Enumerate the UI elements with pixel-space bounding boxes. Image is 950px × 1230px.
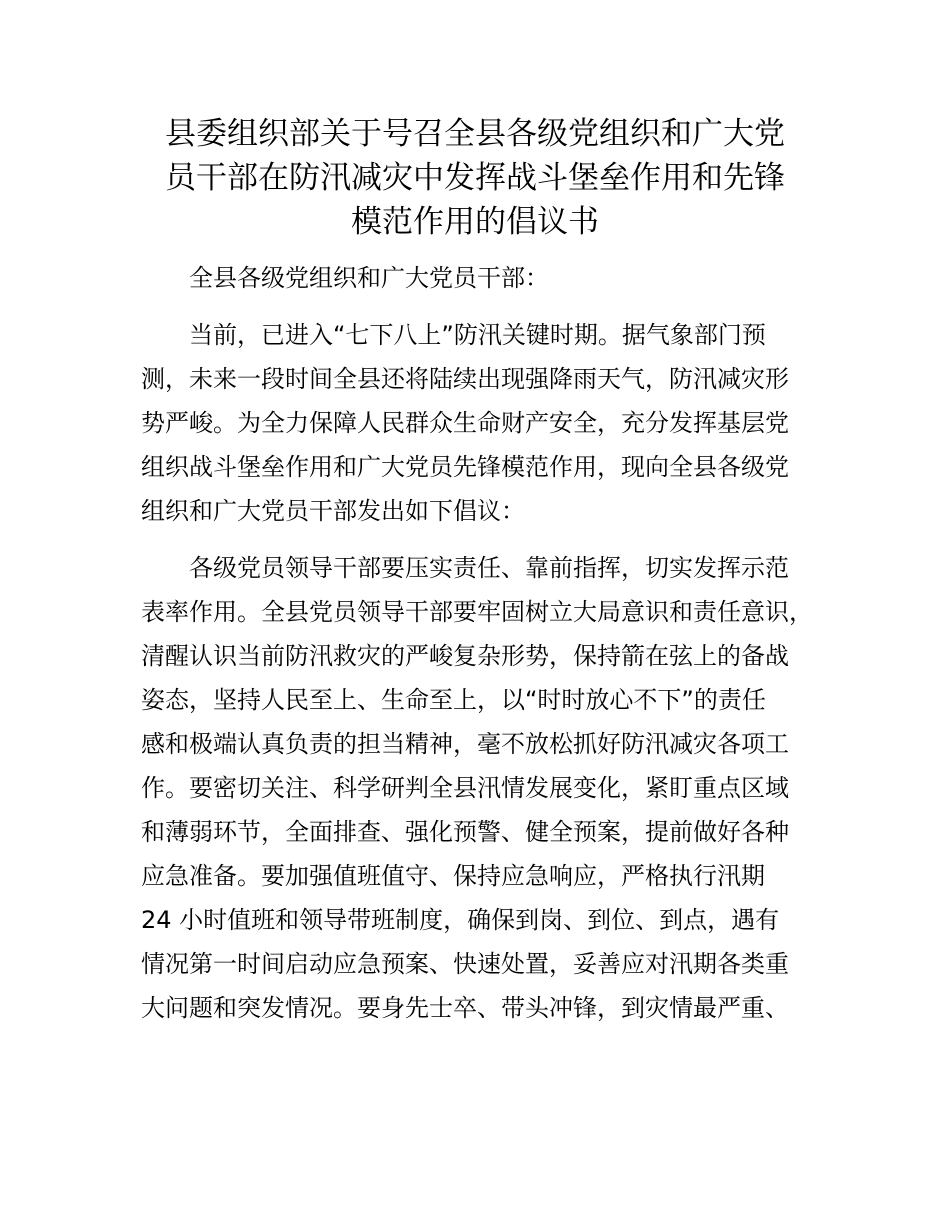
salutation-text: 全县各级党组织和广大党员干部： (189, 264, 549, 292)
paragraph-line: 姿态，坚持人民至上、生命至上，以“时时放心不下”的责任 (141, 686, 766, 714)
paragraph-line: 组织和广大党员干部发出如下倡议： (141, 497, 525, 525)
paragraph-2 (141, 546, 841, 1030)
paragraph-line: 大问题和突发情况。要身先士卒、带头冲锋，到灾情最严重、 (141, 994, 789, 1022)
title-line: 模范作用的倡议书 (351, 204, 599, 240)
paragraph-line: 测，未来一段时间全县还将陆续出现强降雨天气，防汛减灾形 (141, 365, 789, 393)
document-body (141, 256, 841, 1030)
paragraph-line: 清醒认识当前防汛救灾的严峻复杂形势，保持箭在弦上的备战 (141, 642, 789, 670)
paragraph-line: 当前，已进入“七下八上”防汛关键时期。据气象部门预 (189, 321, 766, 349)
title-line: 县委组织部关于号召全县各级党组织和广大党 (165, 116, 785, 152)
salutation (141, 256, 841, 300)
paragraph-line: 24 小时值班和领导带班制度，确保到岗、到位、到点，遇有 (141, 906, 780, 934)
document-title (130, 112, 820, 244)
paragraph-line: 应急准备。要加强值班值守、保持应急响应，严格执行汛期 (141, 862, 765, 890)
paragraph-1 (141, 313, 841, 533)
paragraph-line: 感和极端认真负责的担当精神，毫不放松抓好防汛减灾各项工 (141, 730, 789, 758)
paragraph-line: 组织战斗堡垒作用和广大党员先锋模范作用，现向全县各级党 (141, 453, 789, 481)
paragraph-line: 情况第一时间启动应急预案、快速处置，妥善应对汛期各类重 (141, 950, 789, 978)
paragraph-line: 各级党员领导干部要压实责任、靠前指挥，切实发挥示范 (189, 554, 789, 582)
paragraph-line: 表率作用。全县党员领导干部要牢固树立大局意识和责任意识， (141, 598, 813, 626)
paragraph-line: 势严峻。为全力保障人民群众生命财产安全，充分发挥基层党 (141, 409, 789, 437)
paragraph-line: 作。要密切关注、科学研判全县汛情发展变化，紧盯重点区域 (141, 774, 789, 802)
paragraph-line: 和薄弱环节，全面排查、强化预警、健全预案，提前做好各种 (141, 818, 789, 846)
title-line: 员干部在防汛减灾中发挥战斗堡垒作用和先锋 (165, 160, 785, 196)
